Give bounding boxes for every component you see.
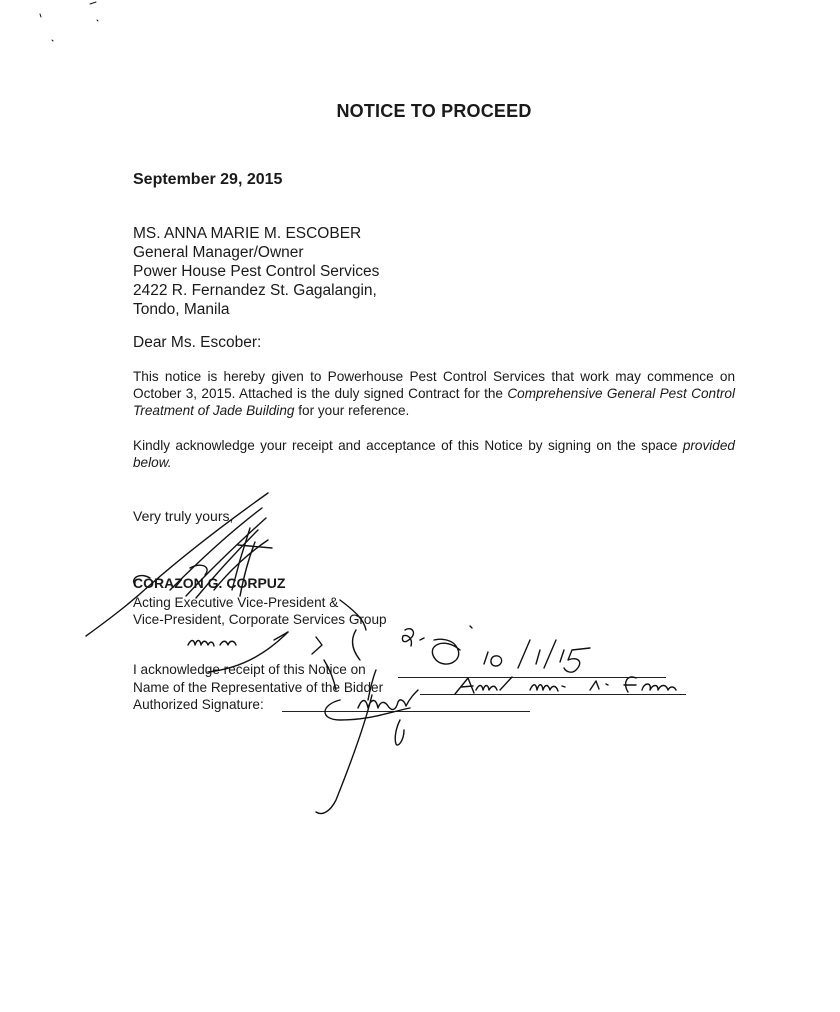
handwritten-representative-name-icon (455, 677, 676, 694)
paragraph-1-end: for your reference. (294, 403, 410, 418)
document-date: September 29, 2015 (133, 171, 283, 188)
recipient-name: MS. ANNA MARIE M. ESCOBER (133, 225, 362, 242)
signatory-title-line-2: Vice-President, Corporate Services Group (133, 612, 387, 627)
project-name-italic: Comprehensive General Pest Control Treatment of Jade Building (133, 386, 735, 418)
signatory-title-line-1: Acting Executive Vice-President & (133, 595, 339, 610)
authorized-signature-icon (316, 690, 418, 814)
document-title: NOTICE TO PROCEED (336, 101, 532, 121)
handwritten-initials-icon (188, 626, 472, 672)
handwritten-date-icon (484, 640, 590, 672)
signatory-name: CORAZON G. CORPUZ (133, 575, 286, 591)
scan-specks (40, 2, 98, 41)
paragraph-2-text: Kindly acknowledge your receipt and acceptance of this Notice by signing on the space (133, 438, 683, 453)
paragraph-1-text: This notice is hereby given to Powerhouse Pest Control Services that work may commence on October 3, 2015. Attached is the duly signed Contract for the (133, 369, 735, 401)
recipient-company: Power House Pest Control Services (133, 263, 380, 280)
authorized-signature-label: Authorized Signature: (133, 697, 264, 712)
recipient-street: 2422 R. Fernandez St. Gagalangin, (133, 282, 377, 299)
representative-label: Name of the Representative of the Bidder (133, 680, 384, 695)
closing: Very truly yours, (133, 508, 234, 524)
receipt-label: I acknowledge receipt of this Notice on (133, 662, 366, 677)
recipient-position: General Manager/Owner (133, 244, 304, 261)
handwritten-strike-marks (324, 600, 376, 700)
recipient-city: Tondo, Manila (133, 301, 230, 318)
salutation: Dear Ms. Escober: (133, 334, 262, 351)
executive-signature-icon (86, 493, 272, 636)
paragraph-2-italic: provided below. (133, 438, 735, 470)
